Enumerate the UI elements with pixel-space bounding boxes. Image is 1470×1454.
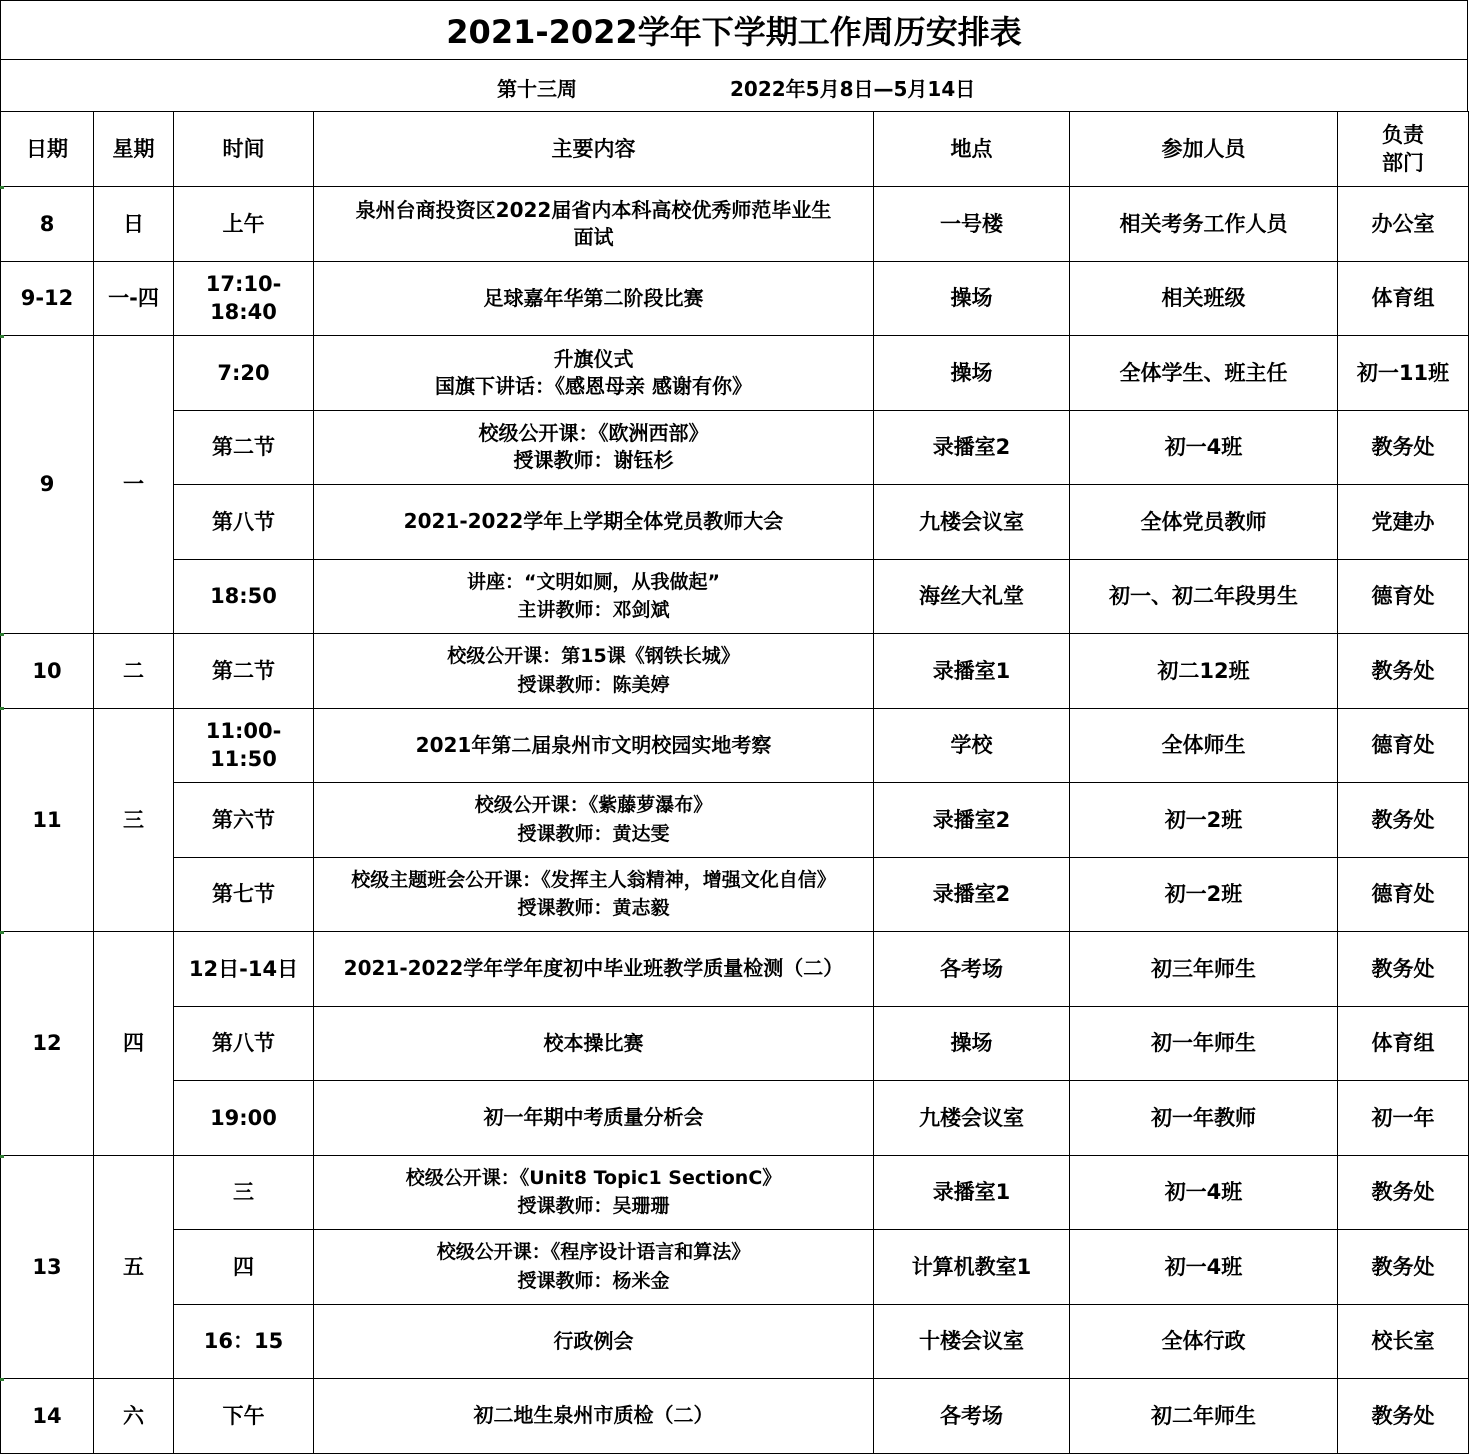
cell-content xyxy=(314,1379,874,1454)
week-label: 第十三周 xyxy=(497,77,577,101)
table-row xyxy=(1,559,1469,634)
page-title: 2021-2022学年下学期工作周历安排表 xyxy=(0,0,1468,60)
cell-time: 下午 xyxy=(174,1379,314,1454)
cell-content xyxy=(314,708,874,783)
content-line: 足球嘉年华第二阶段比赛 xyxy=(483,285,704,310)
cell-people: 全体行政 xyxy=(1070,1304,1338,1379)
header-row xyxy=(1,112,1469,187)
row-marker xyxy=(0,633,4,636)
cell-dept: 教务处 xyxy=(1338,1379,1469,1454)
content-line: 泉州台商投资区2022届省内本科高校优秀师范毕业生 xyxy=(355,197,832,222)
content-line: 2021年第二届泉州市文明校园实地考察 xyxy=(415,732,772,757)
cell-time: 11:00-11:50 xyxy=(174,708,314,783)
cell-dept: 办公室 xyxy=(1338,187,1469,262)
cell-time: 上午 xyxy=(174,187,314,262)
cell-content xyxy=(314,187,874,262)
table-row xyxy=(1,261,1469,336)
cell-place: 学校 xyxy=(874,708,1070,783)
content-line: 校级公开课：《欧洲西部》 xyxy=(478,421,709,446)
cell-time: 第二节 xyxy=(174,634,314,709)
content-line: 升旗仪式 xyxy=(553,346,634,371)
content-line: 2021-2022学年上学期全体党员教师大会 xyxy=(403,509,784,534)
cell-time: 18:50 xyxy=(174,559,314,634)
header-date: 日期 xyxy=(1,112,94,187)
cell-date: 9-12 xyxy=(1,261,94,336)
table-row xyxy=(1,783,1469,858)
table-row xyxy=(1,187,1469,262)
cell-time: 第八节 xyxy=(174,1006,314,1081)
content-line: 授课教师：谢钰杉 xyxy=(513,448,674,473)
cell-people: 初一、初二年段男生 xyxy=(1070,559,1338,634)
cell-people: 初一年教师 xyxy=(1070,1081,1338,1156)
table-row xyxy=(1,1081,1469,1156)
header-dept-line2: 部门 xyxy=(1382,151,1424,175)
content-line: 主讲教师：邓剑斌 xyxy=(517,599,670,622)
cell-people: 初三年师生 xyxy=(1070,932,1338,1007)
content-line: 国旗下讲话：《感恩母亲 感谢有你》 xyxy=(435,373,752,398)
content-line: 授课教师：黄达雯 xyxy=(517,822,670,845)
cell-people: 初一年师生 xyxy=(1070,1006,1338,1081)
cell-content xyxy=(314,1155,874,1230)
header-time: 时间 xyxy=(174,112,314,187)
week-info xyxy=(0,60,1468,112)
cell-people: 初一4班 xyxy=(1070,1155,1338,1230)
cell-place: 十楼会议室 xyxy=(874,1304,1070,1379)
row-marker xyxy=(0,707,4,710)
cell-place: 计算机教室1 xyxy=(874,1230,1070,1305)
cell-time: 第六节 xyxy=(174,783,314,858)
header-dept-line1: 负责 xyxy=(1382,122,1424,147)
cell-place: 一号楼 xyxy=(874,187,1070,262)
cell-time: 17:10-18:40 xyxy=(174,261,314,336)
content-line: 讲座：“文明如厕，从我做起” xyxy=(467,570,720,593)
cell-content xyxy=(314,857,874,932)
content-line: 校本操比赛 xyxy=(543,1030,644,1055)
cell-content xyxy=(314,932,874,1007)
cell-weekday: 一-四 xyxy=(94,261,174,336)
cell-dept: 教务处 xyxy=(1338,1230,1469,1305)
table-row xyxy=(1,708,1469,783)
cell-place: 录播室2 xyxy=(874,857,1070,932)
cell-weekday: 日 xyxy=(94,187,174,262)
cell-people: 相关考务工作人员 xyxy=(1070,187,1338,262)
cell-dept: 初一11班 xyxy=(1338,336,1469,411)
cell-date: 11 xyxy=(1,708,94,932)
table-row xyxy=(1,1379,1469,1454)
cell-date: 12 xyxy=(1,932,94,1156)
cell-place: 操场 xyxy=(874,1006,1070,1081)
cell-weekday: 五 xyxy=(94,1155,174,1379)
cell-dept: 教务处 xyxy=(1338,1155,1469,1230)
content-line: 校级公开课：第15课《钢铁长城》 xyxy=(447,645,740,668)
row-marker xyxy=(0,931,4,934)
row-marker xyxy=(0,186,4,189)
cell-time: 第二节 xyxy=(174,410,314,485)
cell-weekday: 四 xyxy=(94,932,174,1156)
cell-place: 九楼会议室 xyxy=(874,485,1070,560)
cell-date: 10 xyxy=(1,634,94,709)
cell-content xyxy=(314,410,874,485)
cell-people: 初二年师生 xyxy=(1070,1379,1338,1454)
header-content: 主要内容 xyxy=(314,112,874,187)
schedule-table xyxy=(0,111,1469,1454)
cell-time: 7:20 xyxy=(174,336,314,411)
content-line: 校级公开课：《Unit8 Topic1 SectionC》 xyxy=(405,1166,782,1189)
cell-dept: 党建办 xyxy=(1338,485,1469,560)
cell-dept: 体育组 xyxy=(1338,261,1469,336)
table-row xyxy=(1,932,1469,1007)
cell-place: 操场 xyxy=(874,261,1070,336)
content-line: 授课教师：杨米金 xyxy=(517,1269,670,1292)
cell-time: 第八节 xyxy=(174,485,314,560)
content-line: 授课教师：吴珊珊 xyxy=(517,1195,670,1218)
cell-date: 13 xyxy=(1,1155,94,1379)
header-dept xyxy=(1338,112,1469,187)
cell-dept: 教务处 xyxy=(1338,634,1469,709)
date-range: 2022年5月8日—5月14日 xyxy=(730,77,976,101)
cell-place: 海丝大礼堂 xyxy=(874,559,1070,634)
cell-weekday: 二 xyxy=(94,634,174,709)
header-weekday: 星期 xyxy=(94,112,174,187)
table-row xyxy=(1,1230,1469,1305)
table-row xyxy=(1,485,1469,560)
cell-people: 初二12班 xyxy=(1070,634,1338,709)
cell-content xyxy=(314,485,874,560)
cell-content xyxy=(314,634,874,709)
cell-time: 19:00 xyxy=(174,1081,314,1156)
content-line: 校级公开课：《程序设计语言和算法》 xyxy=(436,1241,751,1264)
cell-people: 初一2班 xyxy=(1070,857,1338,932)
cell-dept: 教务处 xyxy=(1338,783,1469,858)
cell-people: 全体学生、班主任 xyxy=(1070,336,1338,411)
cell-place: 各考场 xyxy=(874,932,1070,1007)
cell-people: 初一4班 xyxy=(1070,1230,1338,1305)
table-row xyxy=(1,634,1469,709)
cell-content xyxy=(314,336,874,411)
cell-dept: 教务处 xyxy=(1338,932,1469,1007)
cell-date: 8 xyxy=(1,187,94,262)
cell-people: 初一2班 xyxy=(1070,783,1338,858)
table-row xyxy=(1,336,1469,411)
row-marker xyxy=(0,1378,4,1381)
cell-dept: 德育处 xyxy=(1338,559,1469,634)
cell-date: 14 xyxy=(1,1379,94,1454)
table-row xyxy=(1,857,1469,932)
cell-content xyxy=(314,559,874,634)
cell-dept: 德育处 xyxy=(1338,857,1469,932)
cell-weekday: 六 xyxy=(94,1379,174,1454)
cell-people: 全体师生 xyxy=(1070,708,1338,783)
cell-dept: 初一年 xyxy=(1338,1081,1469,1156)
table-row xyxy=(1,410,1469,485)
content-line: 行政例会 xyxy=(553,1328,634,1353)
cell-content xyxy=(314,1006,874,1081)
table-row xyxy=(1,1155,1469,1230)
content-line: 面试 xyxy=(573,224,614,249)
table-row xyxy=(1,1006,1469,1081)
header-place: 地点 xyxy=(874,112,1070,187)
content-line: 校级主题班会公开课：《发挥主人翁精神，增强文化自信》 xyxy=(351,868,836,891)
cell-dept: 校长室 xyxy=(1338,1304,1469,1379)
content-line: 授课教师：黄志毅 xyxy=(517,897,670,920)
cell-date: 9 xyxy=(1,336,94,634)
cell-place: 录播室1 xyxy=(874,634,1070,709)
row-marker xyxy=(0,335,4,338)
content-line: 初一年期中考质量分析会 xyxy=(483,1105,704,1130)
cell-dept: 教务处 xyxy=(1338,410,1469,485)
cell-weekday: 三 xyxy=(94,708,174,932)
row-marker xyxy=(0,1155,4,1158)
cell-content xyxy=(314,1304,874,1379)
cell-content xyxy=(314,1230,874,1305)
content-line: 初二地生泉州市质检（二） xyxy=(473,1403,714,1428)
cell-place: 各考场 xyxy=(874,1379,1070,1454)
cell-dept: 德育处 xyxy=(1338,708,1469,783)
content-line: 授课教师：陈美婷 xyxy=(517,673,670,696)
cell-content xyxy=(314,1081,874,1156)
cell-place: 九楼会议室 xyxy=(874,1081,1070,1156)
table-row xyxy=(1,1304,1469,1379)
cell-content xyxy=(314,261,874,336)
cell-content xyxy=(314,783,874,858)
cell-place: 录播室2 xyxy=(874,410,1070,485)
cell-people: 相关班级 xyxy=(1070,261,1338,336)
cell-weekday: 一 xyxy=(94,336,174,634)
content-line: 校级公开课：《紫藤萝瀑布》 xyxy=(474,794,713,817)
header-people: 参加人员 xyxy=(1070,112,1338,187)
cell-place: 操场 xyxy=(874,336,1070,411)
content-line: 2021-2022学年学年度初中毕业班教学质量检测（二） xyxy=(343,956,844,981)
cell-people: 初一4班 xyxy=(1070,410,1338,485)
cell-time: 第七节 xyxy=(174,857,314,932)
cell-time: 四 xyxy=(174,1230,314,1305)
cell-people: 全体党员教师 xyxy=(1070,485,1338,560)
cell-time: 三 xyxy=(174,1155,314,1230)
cell-time: 16：15 xyxy=(174,1304,314,1379)
cell-time: 12日-14日 xyxy=(174,932,314,1007)
cell-dept: 体育组 xyxy=(1338,1006,1469,1081)
cell-place: 录播室1 xyxy=(874,1155,1070,1230)
cell-place: 录播室2 xyxy=(874,783,1070,858)
